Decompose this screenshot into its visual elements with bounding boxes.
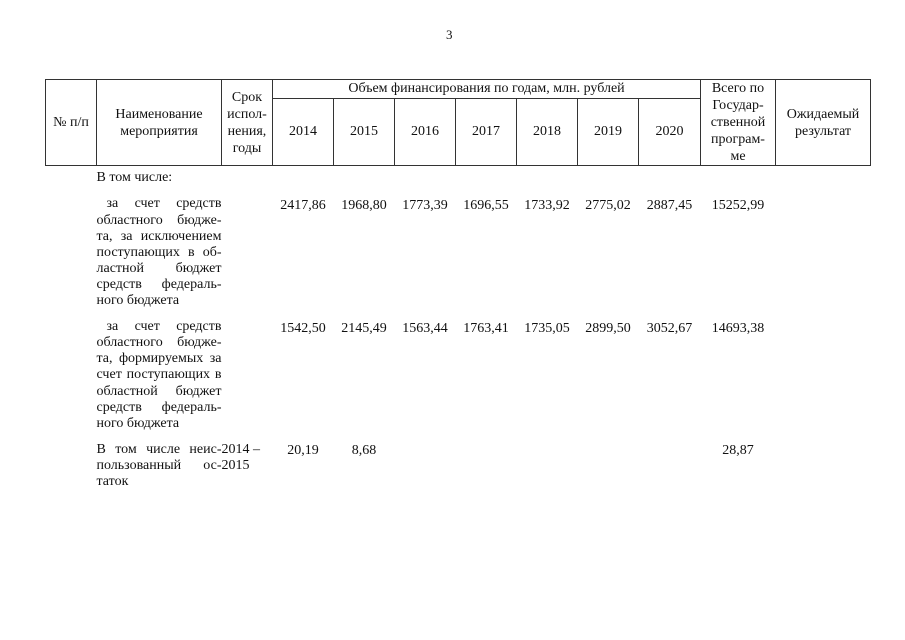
header-total: Всего по Государ- ственной програм- ме [701,80,776,166]
row-value-2015: 8,68 [351,443,377,459]
header-result: Ожидаемый результат [776,80,871,166]
funding-table [45,79,871,496]
header-funding-group: Объем финансирования по годам, млн. рублей [273,80,701,99]
row-name: за счет средств областного бюдже- та, за исключением поступающих в об- ластной бюджет средств федераль- ного бюджета [96,196,222,309]
table-row [46,436,871,496]
table-row [46,309,871,436]
header-year-2014: 2014 [273,98,334,166]
row-value-2016: 1773,39 [402,198,448,214]
row-value-2019: 2775,02 [585,198,631,214]
row-total: 14693,38 [711,321,765,337]
header-year-2015: 2015 [334,98,395,166]
row-value-2020 [639,436,701,496]
row-term [222,309,273,436]
section-label: В том числе: [96,170,173,186]
row-term: 2014 – 2015 [221,442,260,474]
row-value-2018: 1733,92 [524,198,570,214]
row-value-2017: 1696,55 [463,198,509,214]
row-name: В том числе неис- пользованный ос- таток [96,442,222,490]
row-value-2015: 1968,80 [341,198,387,214]
header-year-2020: 2020 [639,98,701,166]
section-row [46,166,871,187]
row-value-2019: 2899,50 [585,321,631,337]
row-result [776,436,871,496]
row-value-2020: 3052,67 [646,321,693,337]
row-value-2016: 1563,44 [402,321,448,337]
header-name: Наименование мероприятия [97,80,222,166]
row-value-2015: 2145,49 [341,321,387,337]
page-number: 3 [446,27,453,42]
row-total: 28,87 [722,443,754,459]
header-year-2019: 2019 [578,98,639,166]
row-value-2014: 20,19 [287,443,319,459]
row-value-2020: 2887,45 [646,198,693,214]
header-year-2018: 2018 [517,98,578,166]
row-total: 15252,99 [711,198,765,214]
header-num: № п/п [46,80,97,166]
header-term: Срок испол- нения, годы [222,80,273,166]
row-name: за счет средств областного бюдже- та, формируемых за счет поступающих в областной бюджет средств федераль- ного бюджета [96,319,222,431]
row-value-2016 [395,436,456,496]
row-value-2017 [456,436,517,496]
row-result [776,309,871,436]
header-year-2017: 2017 [456,98,517,166]
row-value-2018: 1735,05 [524,321,570,337]
row-value-2014: 1542,50 [280,321,326,337]
header-year-2016: 2016 [395,98,456,166]
row-result [776,186,871,309]
row-value-2019 [578,436,639,496]
row-value-2014: 2417,86 [280,198,326,214]
row-value-2018 [517,436,578,496]
row-term [222,186,273,309]
row-value-2017: 1763,41 [463,321,509,337]
table-row [46,186,871,309]
